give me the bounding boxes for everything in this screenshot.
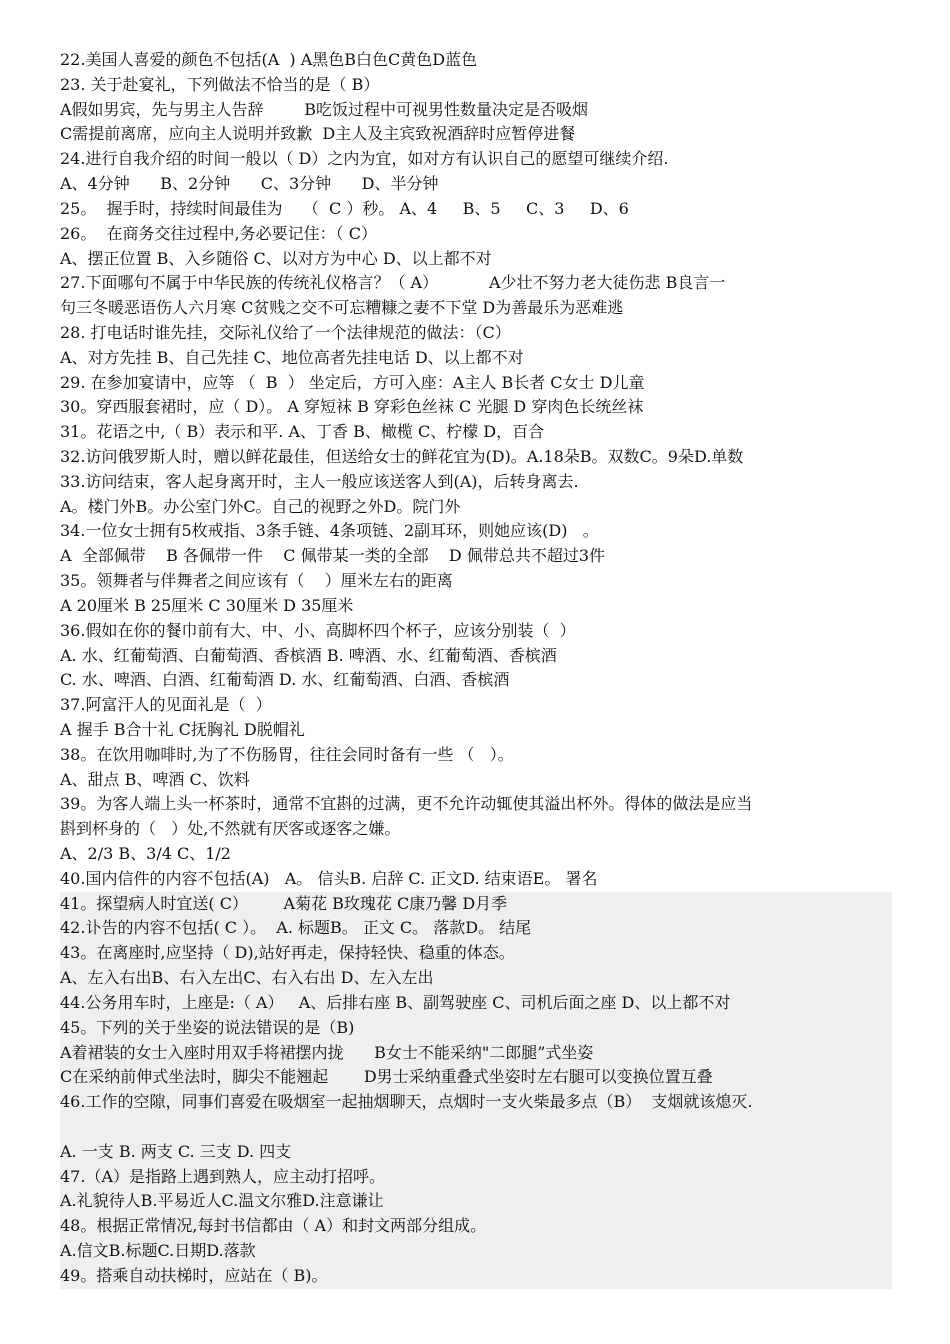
text-line: 36.假如在你的餐巾前有大、中、小、高脚杯四个杯子，应该分别装（ ） bbox=[60, 620, 576, 640]
text-line: 39。为客人端上头一杯茶时，通常不宜斟的过满，更不允许动辄使其溢出杯外。得体的做法是应当 bbox=[60, 794, 753, 814]
text-line: A.礼貌待人B.平易近人C.温文尔雅D.注意谦让 bbox=[60, 1189, 892, 1214]
text-line: 45。下列的关于坐姿的说法错误的是（B) bbox=[60, 1016, 892, 1041]
text-line: 49。搭乘自动扶梯时，应站在（ B)。 bbox=[60, 1264, 892, 1289]
text-line: 40.国内信件的内容不包括(A) A。 信头B. 启辞 C. 正文D. 结束语E。 署名 bbox=[60, 868, 598, 888]
text-line: 34.一位女士拥有5枚戒指、3条手链、4条项链、2副耳环，则她应该(D) 。 bbox=[60, 521, 599, 541]
text-line: 35。领舞者与伴舞者之间应该有（ ）厘米左右的距离 bbox=[60, 571, 453, 591]
text-line: 44.公务用车时，上座是:（ A） A、后排右座 B、副驾驶座 C、司机后面之座 D、以上都不对 bbox=[60, 991, 892, 1016]
text-line: 24.进行自我介绍的时间一般以（ D）之内为宜，如对方有认识自己的愿望可继续介绍. bbox=[60, 149, 669, 169]
text-line: C在采纳前伸式坐法时，脚尖不能翘起 D男士采纳重叠式坐姿时左右腿可以变换位置互叠 bbox=[60, 1065, 892, 1090]
text-line: 41。探望病人时宜送( C） A菊花 B玫瑰花 C康乃馨 D月季 bbox=[60, 892, 892, 917]
text-line: 42.讣告的内容不包括( C ）。 A. 标题B。 正文 C。 落款D。 结尾 bbox=[60, 916, 892, 941]
text-line: A着裙装的女士入座时用双手将裙摆内拢 B女士不能采纳"二郎腿”式坐姿 bbox=[60, 1041, 892, 1066]
text-line: A。楼门外B。办公室门外C。自己的视野之外D。院门外 bbox=[60, 496, 461, 516]
text-line: 37.阿富汗人的见面礼是（ ） bbox=[60, 695, 272, 715]
text-line: 27.下面哪句不属于中华民族的传统礼仪格言？（ A） A少壮不努力老大徒伤悲 B良言一 bbox=[60, 273, 726, 293]
text-line: A. 水、红葡萄酒、白葡萄酒、香槟酒 B. 啤酒、水、红葡萄酒、香槟酒 bbox=[60, 645, 557, 665]
text-line bbox=[60, 1115, 892, 1140]
text-line: 48。根据正常情况,每封书信都由（ A）和封文两部分组成。 bbox=[60, 1214, 892, 1239]
text-line: 47.（A）是指路上遇到熟人，应主动打招呼。 bbox=[60, 1165, 892, 1190]
text-line: A 20厘米 B 25厘米 C 30厘米 D 35厘米 bbox=[60, 595, 354, 615]
text-line: C. 水、啤酒、白酒、红葡萄酒 D. 水、红葡萄酒、白酒、香槟酒 bbox=[60, 670, 510, 690]
text-line: A 握手 B合十礼 C抚胸礼 D脱帽礼 bbox=[60, 719, 305, 739]
text-line: 31。花语之中,（ B）表示和平. A、丁香 B、橄榄 C、柠檬 D，百合 bbox=[60, 422, 545, 442]
text-line: C需提前离席，应向主人说明并致歉 D主人及主宾致祝酒辞时应暂停进餐 bbox=[60, 124, 576, 144]
text-line: 33.访问结束，客人起身离开时，主人一般应该送客人到(A)，后转身离去. bbox=[60, 471, 579, 491]
text-line: A 全部佩带 B 各佩带一件 C 佩带某一类的全部 D 佩带总共不超过3件 bbox=[60, 546, 606, 566]
text-line: 38。在饮用咖啡时,为了不伤肠胃，往往会同时备有一些 （ ）。 bbox=[60, 744, 514, 764]
text-line: A、对方先挂 B、自己先挂 C、地位高者先挂电话 D、以上都不对 bbox=[60, 347, 524, 367]
text-line: 22.美国人喜爱的颜色不包括(A ) A黑色B白色C黄色D蓝色 bbox=[60, 50, 478, 69]
text-line: 46.工作的空隙，同事们喜爱在吸烟室一起抽烟聊天，点烟时一支火柴最多点（B） 支烟就该熄灭. bbox=[60, 1090, 892, 1115]
text-line: A、左入右出B、右入左出C、右入右出 D、左入左出 bbox=[60, 966, 892, 991]
text-line: 43。在离座时,应坚持（ D),站好再走，保持轻快、稳重的体态。 bbox=[60, 941, 892, 966]
text-line: 26。 在商务交往过程中,务必要记住：（ C） bbox=[60, 223, 377, 243]
text-line: 30。穿西服套裙时，应（ D）。 A 穿短袜 B 穿彩色丝袜 C 光腿 D 穿肉色长统丝袜 bbox=[60, 397, 644, 417]
text-line: A、4分钟 B、2分钟 C、3分钟 D、半分钟 bbox=[60, 174, 439, 194]
text-line: A. 一支 B. 两支 C. 三支 D. 四支 bbox=[60, 1140, 892, 1165]
text-line: A假如男宾，先与男主人告辞 B吃饭过程中可视男性数量决定是否吸烟 bbox=[60, 99, 589, 119]
text-line: 斟到杯身的（ ）处,不然就有厌客或逐客之嫌。 bbox=[60, 819, 401, 839]
text-line: A.信文B.标题C.日期D.落款 bbox=[60, 1239, 892, 1264]
text-line: A、2/3 B、3/4 C、1/2 bbox=[60, 844, 231, 863]
text-line: 28. 打电话时谁先挂，交际礼仪给了一个法律规范的做法：（C） bbox=[60, 322, 511, 342]
text-line: 32.访问俄罗斯人时，赠以鲜花最佳，但送给女士的鲜花宜为(D)。A.18朵B。双数C。9朵D.单数 bbox=[60, 447, 744, 466]
text-line: 句三冬暖恶语伤人六月寒 C贫贱之交不可忘糟糠之妻不下堂 D为善最乐为恶难逃 bbox=[60, 298, 624, 318]
text-line: A、甜点 B、啤酒 C、饮料 bbox=[60, 769, 250, 789]
text-line: 25。 握手时，持续时间最佳为 （ C ）秒。 A、4 B、5 C、3 D、6 bbox=[60, 198, 629, 218]
text-line: 23. 关于赴宴礼，下列做法不恰当的是（ B） bbox=[60, 74, 380, 94]
text-line: A、摆正位置 B、入乡随俗 C、以对方为中心 D、以上都不对 bbox=[60, 248, 492, 268]
document-page bbox=[60, 48, 892, 1289]
text-line: 29. 在参加宴请中，应等 （ B ） 坐定后，方可入座：A主人 B长者 C女士 D儿童 bbox=[60, 372, 645, 392]
